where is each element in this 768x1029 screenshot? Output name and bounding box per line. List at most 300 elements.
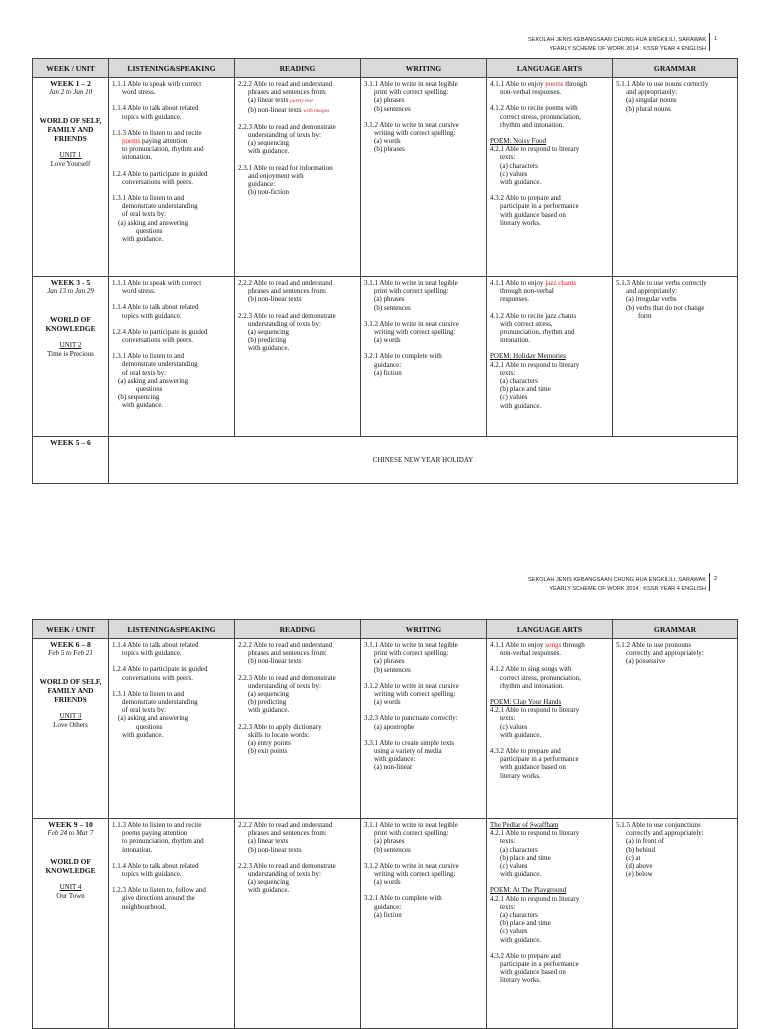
text-line: 4.1.1 Able to enjoy	[490, 80, 544, 88]
text-line: 1.2.3 Able to listen to, follow and	[112, 886, 206, 895]
unit-title: Love Yourself	[50, 159, 91, 168]
text-line: 3.1.1 Able to write in neat legible	[364, 279, 458, 287]
text-line: (b) sentences	[374, 665, 411, 674]
text-line: 1.2.4 Able to participate in guided	[112, 169, 208, 178]
scheme-table	[32, 58, 738, 484]
list-item	[364, 641, 483, 674]
text-line: (a) sequencing	[248, 139, 290, 148]
text-line: (b) non-linear texts	[248, 295, 302, 304]
text-line: 3.1.1 Able to write in neat legible	[364, 821, 458, 829]
writing-cell	[361, 78, 487, 277]
text-line: 4.2.1 Able to respond to literary	[490, 829, 580, 838]
text-line: 1.3.1 Able to listen to and	[112, 352, 185, 361]
reading-cell	[235, 78, 361, 277]
col-language-arts: LANGUAGE ARTS	[487, 620, 613, 639]
text-line: 1.1.4 Able to talk about related	[112, 641, 199, 649]
text-line: and appropriately:	[626, 287, 678, 296]
text-line: participate in a performance	[500, 202, 579, 211]
text-line: print with correct spelling:	[374, 649, 449, 658]
text-line: with guidance.	[122, 235, 164, 244]
text-line: poems	[122, 137, 141, 146]
text-line: (a) singular nouns	[626, 96, 677, 105]
col-grammar: GRAMMAR	[613, 59, 738, 78]
text-line: topics with guidance.	[122, 311, 182, 320]
theme: WORLD OF SELF, FAMILY AND FRIENDS	[39, 116, 102, 144]
text-line	[490, 80, 609, 88]
week-cell	[33, 819, 109, 1029]
text-line: 2.2.3 Able to read and demonstrate	[238, 861, 336, 870]
list-item	[364, 739, 483, 772]
listening-speaking-cell	[109, 639, 235, 819]
unit-label: UNIT 2	[59, 341, 82, 350]
text-line: (b) sentences	[374, 845, 411, 854]
page-number: 2	[714, 576, 718, 582]
table-row	[33, 819, 738, 1029]
col-reading: READING	[235, 59, 361, 78]
listening-speaking-cell	[109, 819, 235, 1029]
list-item	[238, 862, 357, 895]
text-line: with guidance.	[500, 935, 542, 944]
text-line: 3.1.2 Able to write in neat cursive	[364, 861, 459, 870]
unit-label: UNIT 4	[59, 883, 82, 892]
text-line: (a) words	[374, 336, 401, 345]
text-line: 4.3.2 Able to prepare and	[490, 747, 561, 756]
text-line: guidance:	[374, 360, 402, 369]
list-item	[112, 170, 231, 186]
reading-cell	[235, 277, 361, 437]
text-line: (a) words	[374, 137, 401, 146]
text-line: (a) asking and answering	[118, 376, 189, 385]
text-line: with guidance:	[374, 755, 416, 764]
unit-label: UNIT 3	[59, 712, 82, 721]
text-line: 1.1.3 Able to listen to and recite	[112, 821, 202, 829]
page-header	[528, 576, 706, 593]
text-line: correct stress, pronunciation,	[500, 112, 581, 121]
text-line: form	[638, 311, 652, 320]
text-line: texts:	[500, 837, 516, 846]
text-line: and enjoyment with	[248, 171, 304, 180]
text-line: (a) words	[374, 698, 401, 707]
list-item	[616, 821, 734, 878]
text-line: neighbourhood.	[122, 902, 167, 911]
text-line: (b) place and time	[500, 385, 551, 394]
week-dates: Jan 13 to Jan 29	[47, 287, 94, 296]
col-listening-speaking: LISTENING&SPEAKING	[109, 59, 235, 78]
text-line: 1.2.4 Able to participate in guided	[112, 665, 208, 674]
text-line: 3.1.2 Able to write in neat cursive	[364, 120, 459, 129]
text-line: 2.2.2 Able to read and understand	[238, 641, 333, 649]
text-line: intonation.	[122, 845, 153, 854]
text-line: 2.2.3 Able to read and demonstrate	[238, 673, 336, 682]
list-item	[238, 164, 357, 197]
list-item	[490, 829, 609, 878]
text-line: intonation.	[122, 153, 153, 162]
list-item	[112, 328, 231, 344]
text-line: 1.1.4 Able to talk about related	[112, 303, 199, 312]
text-line: (b) place and time	[500, 853, 551, 862]
text-line: with correct stress,	[500, 319, 553, 328]
header-divider	[709, 573, 710, 591]
text-line: guidance:	[374, 902, 402, 911]
text-line: 5.1.3 Able to use verbs correctly	[616, 279, 707, 287]
list-item	[364, 821, 483, 854]
text-line: 1.2.4 Able to participate in guided	[112, 327, 208, 336]
theme: WORLD OF KNOWLEDGE	[45, 857, 96, 876]
text-line: demonstrate understanding	[122, 698, 198, 707]
unit-title: Time is Precious	[47, 349, 94, 358]
text-line: (b) behind	[626, 845, 655, 854]
text-line: with guidance.	[500, 730, 542, 739]
text-line: with guidance.	[122, 401, 164, 410]
text-line: (a) asking and answering	[118, 714, 189, 723]
text-line: (a) apostrophe	[374, 722, 415, 731]
text-line: 3.1.1 Able to write in neat legible	[364, 641, 458, 649]
text-line: non-verbal responses.	[500, 88, 562, 97]
list-item	[490, 312, 609, 345]
text-line: correct stress, pronunciation,	[500, 673, 581, 682]
text-line: 4.2.1 Able to respond to literary	[490, 894, 580, 903]
text-line: topics with guidance.	[122, 112, 182, 121]
text-line: to pronunciation, rhythm and	[122, 837, 204, 846]
text-line: print with correct spelling:	[374, 88, 449, 97]
language-arts-cell	[487, 78, 613, 277]
text-line: (b) verbs that do not change	[626, 303, 705, 312]
text-line: texts:	[500, 153, 516, 162]
text-line: (b) non-linear texts	[248, 105, 302, 114]
text-line: 1.1.1 Able to speak with correct	[112, 80, 202, 88]
theme: WORLD OF KNOWLEDGE	[45, 315, 96, 334]
text-line: with guidance.	[500, 178, 542, 187]
text-line: with guidance.	[248, 147, 290, 156]
text-line: songs	[545, 641, 562, 649]
text-line: rhythm and intonation.	[500, 681, 564, 690]
text-line: correctly and appropriately:	[626, 829, 704, 838]
text-line: (a) phrases	[374, 837, 405, 846]
grammar-cell	[613, 639, 738, 819]
week-dates: Feb 24 to Mar 7	[47, 829, 94, 838]
text-line: (a) linear texts	[248, 96, 289, 105]
text-line: (a) words	[374, 878, 401, 887]
text-line: poems paying attention	[122, 829, 188, 838]
text-line: writing with correct spelling:	[374, 690, 456, 699]
text-line: 3.2.3 Able to punctuate correctly:	[364, 714, 458, 723]
text-line: with guidance.	[248, 344, 290, 353]
text-line: (b) non-fiction	[248, 188, 290, 197]
table-header-row	[33, 620, 738, 639]
text-line: questions	[136, 385, 163, 394]
text-line: understanding of texts by:	[248, 681, 321, 690]
text-line: 4.1.2 Able to sing songs with	[490, 665, 572, 674]
text-line	[490, 641, 609, 649]
text-line: poems	[545, 80, 564, 88]
text-line: pronunciation, rhythm and	[500, 328, 575, 337]
col-writing: WRITING	[361, 59, 487, 78]
text-line: demonstrate understanding	[122, 202, 198, 211]
text-line: 4.2.1 Able to respond to literary	[490, 360, 580, 369]
text-line: 1.1.3 Able to listen to and recite	[112, 128, 202, 137]
list-item	[238, 80, 357, 115]
list-item	[490, 706, 609, 739]
language-arts-cell	[487, 639, 613, 819]
text-line: and appropriately:	[626, 88, 678, 97]
text-line: topics with guidance.	[122, 649, 182, 658]
text-line: (d) above	[626, 862, 653, 871]
list-item	[112, 862, 231, 878]
text-line: word stress.	[122, 88, 156, 97]
week-label: WEEK 1 – 2	[50, 79, 91, 88]
list-item	[238, 674, 357, 715]
text-line: 4.2.1 Able to respond to literary	[490, 706, 580, 715]
text-line: (b) non-linear texts	[248, 657, 302, 666]
listening-speaking-cell	[109, 277, 235, 437]
text-line: conversations with peers.	[122, 336, 193, 345]
list-item	[112, 194, 231, 243]
unit-label: UNIT 1	[59, 151, 82, 160]
text-line: (c) values	[500, 862, 528, 871]
text-line: of oral texts by:	[122, 706, 167, 715]
language-arts-cell	[487, 277, 613, 437]
text-line: (a) non-linear	[374, 763, 413, 772]
text-line: understanding of texts by:	[248, 870, 321, 879]
col-week-unit: WEEK / UNIT	[33, 620, 109, 639]
unit-title: Love Others	[53, 720, 88, 729]
text-line: with guidance.	[500, 401, 542, 410]
scheme-title: YEARLY SCHEME OF WORK 2014 : KSSR YEAR 4 ENGLISH	[549, 585, 706, 592]
list-item	[364, 320, 483, 345]
text-line: (a) phrases	[374, 295, 405, 304]
grammar-cell	[613, 78, 738, 277]
text-line: with guidance.	[248, 706, 290, 715]
text-line: 2.2.2 Able to read and understand	[238, 80, 333, 88]
text-line	[112, 137, 231, 145]
list-item	[490, 194, 609, 227]
text-line: purely text	[290, 98, 313, 105]
list-item	[490, 665, 609, 690]
text-line: (a) linear texts	[248, 837, 289, 846]
text-line: (a) characters	[500, 845, 538, 854]
text-line: (c) at	[626, 853, 641, 862]
language-arts-cell	[487, 819, 613, 1029]
page-header	[528, 36, 706, 53]
text-line: (a) irregular verbs	[626, 295, 677, 304]
text-line: rhythm and intonation.	[500, 120, 564, 129]
text-line: understanding of texts by:	[248, 131, 321, 140]
text-line: 4.2.1 Able to respond to literary	[490, 145, 580, 154]
text-line: (b) sentences	[374, 303, 411, 312]
list-item	[112, 80, 231, 96]
text-line: texts:	[500, 368, 516, 377]
text-line: with guidance based on	[500, 763, 566, 772]
text-line: paying attention	[142, 137, 188, 146]
text-line: (a) phrases	[374, 96, 405, 105]
text-line: 2.3.1 Able to read for information	[238, 163, 333, 172]
text-line: 1.3.1 Able to listen to and	[112, 194, 185, 203]
table-row	[33, 78, 738, 277]
text-line: 2.2.2 Able to read and understand	[238, 821, 333, 829]
text-line: (a) in front of	[626, 837, 664, 846]
list-item	[490, 279, 609, 304]
text-line: of oral texts by:	[122, 210, 167, 219]
text-line: (a) phrases	[374, 657, 405, 666]
text-line: (a) fiction	[374, 368, 402, 377]
week-cell	[33, 639, 109, 819]
table-row	[33, 277, 738, 437]
list-item	[112, 690, 231, 739]
text-line: literary works.	[500, 218, 541, 227]
text-line: 3.2.1 Able to complete with	[364, 894, 442, 903]
scheme-title: YEARLY SCHEME OF WORK 2014 : KSSR YEAR 4 ENGLISH	[549, 45, 706, 52]
poem-title: POEM: Clap Your Hands	[490, 698, 562, 707]
list-item	[364, 121, 483, 154]
text-line: (c) values	[500, 927, 528, 936]
text-line	[238, 106, 357, 115]
text-line: 4.1.1 Able to enjoy	[490, 279, 544, 287]
list-item	[364, 862, 483, 887]
text-line: 3.1.2 Able to write in neat cursive	[364, 681, 459, 690]
text-line: texts:	[500, 714, 516, 723]
week-cell	[33, 78, 109, 277]
header-divider	[709, 33, 710, 51]
text-line: literary works.	[500, 976, 541, 985]
writing-cell	[361, 277, 487, 437]
week-cell	[33, 437, 109, 484]
text-line: (c) values	[500, 169, 528, 178]
table-row	[33, 639, 738, 819]
reading-cell	[235, 819, 361, 1029]
text-line: writing with correct spelling:	[374, 129, 456, 138]
text-line: (b) plural nouns	[626, 104, 671, 113]
list-item	[490, 104, 609, 129]
story-title: The Pedlar of Swaffham	[490, 821, 559, 829]
text-line: questions	[136, 226, 163, 235]
reading-cell	[235, 639, 361, 819]
text-line: (e) below	[626, 870, 653, 879]
text-line: texts:	[500, 902, 516, 911]
text-line: non-verbal responses.	[500, 649, 562, 658]
list-item	[112, 279, 231, 295]
text-line: 3.3.1 Able to create simple texts	[364, 738, 455, 747]
list-item	[364, 352, 483, 377]
text-line: 1.1.1 Able to speak with correct	[112, 279, 202, 287]
holiday-cell: CHINESE NEW YEAR HOLIDAY	[109, 437, 738, 484]
text-line: phrases and sentences from:	[248, 88, 327, 97]
text-line: with guidance.	[500, 870, 542, 879]
school-name: SEKOLAH JENIS KEBANGSAAN CHUNG HUA ENGKILILI, SARAWAK	[527, 37, 706, 43]
text-line: participate in a performance	[500, 960, 579, 969]
text-line: questions	[136, 722, 163, 731]
list-item	[490, 952, 609, 985]
text-line: 5.1.5 Able to use conjunctions	[616, 821, 701, 829]
text-line: understanding of texts by:	[248, 319, 321, 328]
table-row	[33, 437, 738, 484]
list-item	[616, 279, 734, 320]
list-item	[112, 641, 231, 657]
scheme-table	[32, 619, 738, 1029]
list-item	[112, 886, 231, 911]
col-language-arts: LANGUAGE ARTS	[487, 59, 613, 78]
text-line: topics with guidance.	[122, 870, 182, 879]
text-line: intonation.	[500, 336, 531, 345]
text-line	[238, 96, 357, 105]
poem-title: POEM: At The Playground	[490, 886, 567, 895]
poem-title: POEM: Holiday Memories	[490, 352, 566, 361]
text-line: (b) predicting	[248, 698, 287, 707]
text-line: 1.1.4 Able to talk about related	[112, 861, 199, 870]
week-label: WEEK 3 - 5	[50, 278, 91, 287]
list-item	[112, 129, 231, 162]
text-line: (c) values	[500, 393, 528, 402]
text-line: 4.3.2 Able to prepare and	[490, 194, 561, 203]
list-item	[238, 279, 357, 304]
text-line: through	[562, 641, 585, 649]
text-line: responses.	[500, 295, 529, 304]
text-line: with guidance based on	[500, 210, 566, 219]
text-line: (b) sequencing	[118, 393, 160, 402]
text-line: 2.2.3 Able to read and demonstrate	[238, 122, 336, 131]
list-item	[490, 895, 609, 944]
col-writing: WRITING	[361, 620, 487, 639]
list-item	[238, 821, 357, 854]
grammar-cell	[613, 819, 738, 1029]
text-line: give directions around the	[122, 894, 195, 903]
text-line: word stress.	[122, 287, 156, 296]
list-item	[112, 104, 231, 120]
list-item	[364, 714, 483, 730]
text-line: through non-verbal	[500, 287, 554, 296]
list-item	[112, 821, 231, 854]
list-item	[238, 723, 357, 756]
text-line: 3.1.1 Able to write in neat legible	[364, 80, 458, 88]
text-line: to pronunciation, rhythm and	[122, 145, 204, 154]
list-item	[490, 361, 609, 410]
col-reading: READING	[235, 620, 361, 639]
writing-cell	[361, 639, 487, 819]
grammar-cell	[613, 277, 738, 437]
week-label: WEEK 5 – 6	[50, 438, 91, 447]
text-line: phrases and sentences from:	[248, 287, 327, 296]
list-item	[364, 894, 483, 919]
text-line: with guidance.	[122, 730, 164, 739]
text-line: with guidance based on	[500, 968, 566, 977]
list-item	[490, 145, 609, 186]
text-line: (b) exit points	[248, 747, 288, 756]
poem-title: POEM: Noisy Food	[490, 137, 547, 146]
week-cell	[33, 277, 109, 437]
text-line: 2.2.3 Able to read and demonstrate	[238, 311, 336, 320]
text-line: (a) sequencing	[248, 328, 290, 337]
list-item	[616, 641, 734, 666]
text-line: correctly and appropriately:	[626, 649, 704, 658]
text-line: (a) entry points	[248, 739, 291, 748]
text-line: jazz chants	[545, 279, 577, 287]
week-dates: Feb 5 to Feb 21	[48, 649, 93, 658]
text-line: 5.1.1 Able to use nouns correctly	[616, 80, 709, 88]
list-item	[238, 641, 357, 666]
text-line: demonstrate understanding	[122, 360, 198, 369]
text-line: (a) possessive	[626, 657, 666, 666]
text-line: (a) characters	[500, 161, 538, 170]
text-line: (a) fiction	[374, 910, 402, 919]
text-line: (b) place and time	[500, 919, 551, 928]
text-line: 4.3.2 Able to prepare and	[490, 951, 561, 960]
list-item	[238, 123, 357, 156]
text-line: through	[565, 80, 588, 88]
text-line: (a) asking and answering	[118, 218, 189, 227]
text-line: of oral texts by:	[122, 368, 167, 377]
list-item	[364, 682, 483, 707]
listening-speaking-cell	[109, 78, 235, 277]
text-line: (b) sentences	[374, 104, 411, 113]
